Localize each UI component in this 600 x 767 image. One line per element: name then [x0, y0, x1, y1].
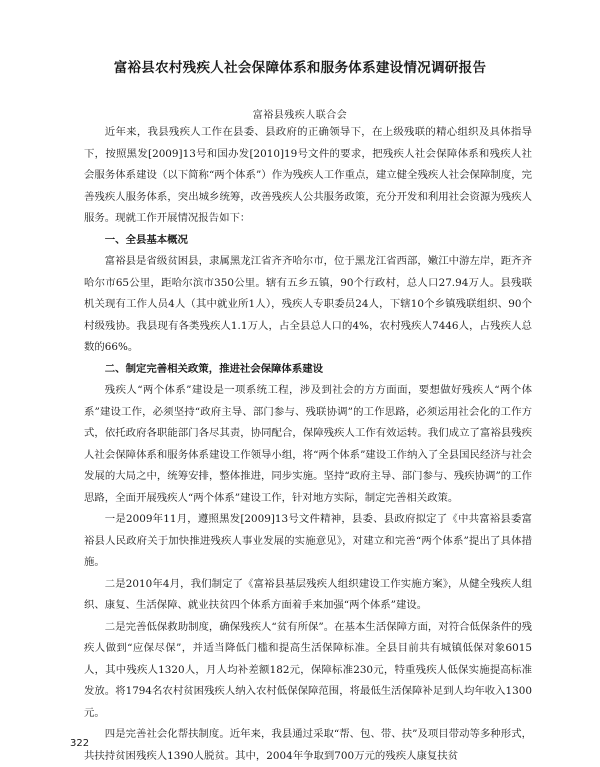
- paragraph-item-4: 四是完善社会化帮扶制度。近年来，我县通过采取“帮、包、带、扶”及项目带动等多种形式，共扶持贫困残疾人1390人脱贫。其中，2004年争取到700万元的残疾人康复扶贫: [84, 728, 532, 762]
- paragraph-item-2: 二是2010年4月，我们制定了《富裕县基层残疾人组织建设工作实施方案》，从健全残疾人组织、康复、生活保障、就业扶贫四个体系方面着手来加强“两个体系”建设。: [84, 577, 532, 611]
- paragraph-overview: 富裕县是省级贫困县，隶属黑龙江省齐齐哈尔市，位于黑龙江省西部，嫩江中游左岸，距齐齐哈尔市65公里，距哈尔滨市350公里。辖有五乡五镇，90个行政村，总人口27.94万人。县残联机关现有工作人员4人（其中就业所1人），残疾人专职委员24人，下辖10个乡镇残联组织、90个村级残协。我县现有各类残疾人1.1万人，占全县总人口的4%，农村残疾人7446人，占残疾人总数的66%。: [84, 255, 532, 353]
- author-line: 富裕县残疾人联合会: [252, 110, 348, 121]
- paragraph-intro: 近年来，我县残疾人工作在县委、县政府的正确领导下，在上级残联的精心组织及具体指导下，按照黑发[2009]13号和国办发[2010]19号文件的要求，把残疾人社会保障体系和残疾人社会服务体系建设（以下简称“两个体系”）作为残疾人工作重点，建立健全残疾人社会保障制度，完善残疾人服务体系，突出城乡统筹，改善残疾人公共服务政策，充分开发和利用社会资源为残疾人服务。现就工作开展情况报告如下：: [84, 126, 532, 224]
- section-heading-1: 一、全县基本概况: [104, 233, 188, 246]
- document-body: [84, 122, 532, 767]
- paragraph-item-1: 一是2009年11月，遵照黑发[2009]13号文件精神，县委、县政府拟定了《中共富裕县委富裕县人民政府关于加快推进残疾人事业发展的实施意见》，对建立和完善“两个体系”提出了具体措施。: [84, 513, 532, 568]
- page-title: 富裕县农村残疾人社会保障体系和服务体系建设情况调研报告: [113, 60, 487, 76]
- page-number: 322: [70, 738, 90, 749]
- paragraph-policy: 残疾人“两个体系”建设是一项系统工程，涉及到社会的方方面面，要想做好残疾人“两个体系”建设工作，必须坚持“政府主导、部门参与、残联协调”的工作思路，必须运用社会化的工作方式，依托政府各职能部门各尽其责，协同配合，保障残疾人工作有效运转。我们成立了富裕县残疾人社会保障体系和服务体系建设工作领导小组，将“两个体系”建设工作纳入了全县国民经济与社会发展的大局之中，统筹安排，整体推进，同步实施。坚持“政府主导、部门参与、残疾协调”的工作思路，全面开展残疾人“两个体系”建设工作，针对地方实际，制定完善相关政策。: [84, 384, 532, 504]
- paragraph-item-3: 二是完善低保救助制度，确保残疾人“贫有所保”。在基本生活保障方面，对符合低保条件的残疾人做到“应保尽保”，并适当降低门槛和提高生活保障标准。全县目前共有城镇低保对象6015人，其中残疾人1320人，月人均补差额182元，保障标准230元，特重残疾人低保实施提高标准发放。将1794名农村贫困残疾人纳入农村低保保障范围，将最低生活保障补足到人均年收入1300元。: [84, 620, 532, 719]
- section-heading-2: 二、制定完善相关政策，推进社会保障体系建设: [104, 362, 323, 375]
